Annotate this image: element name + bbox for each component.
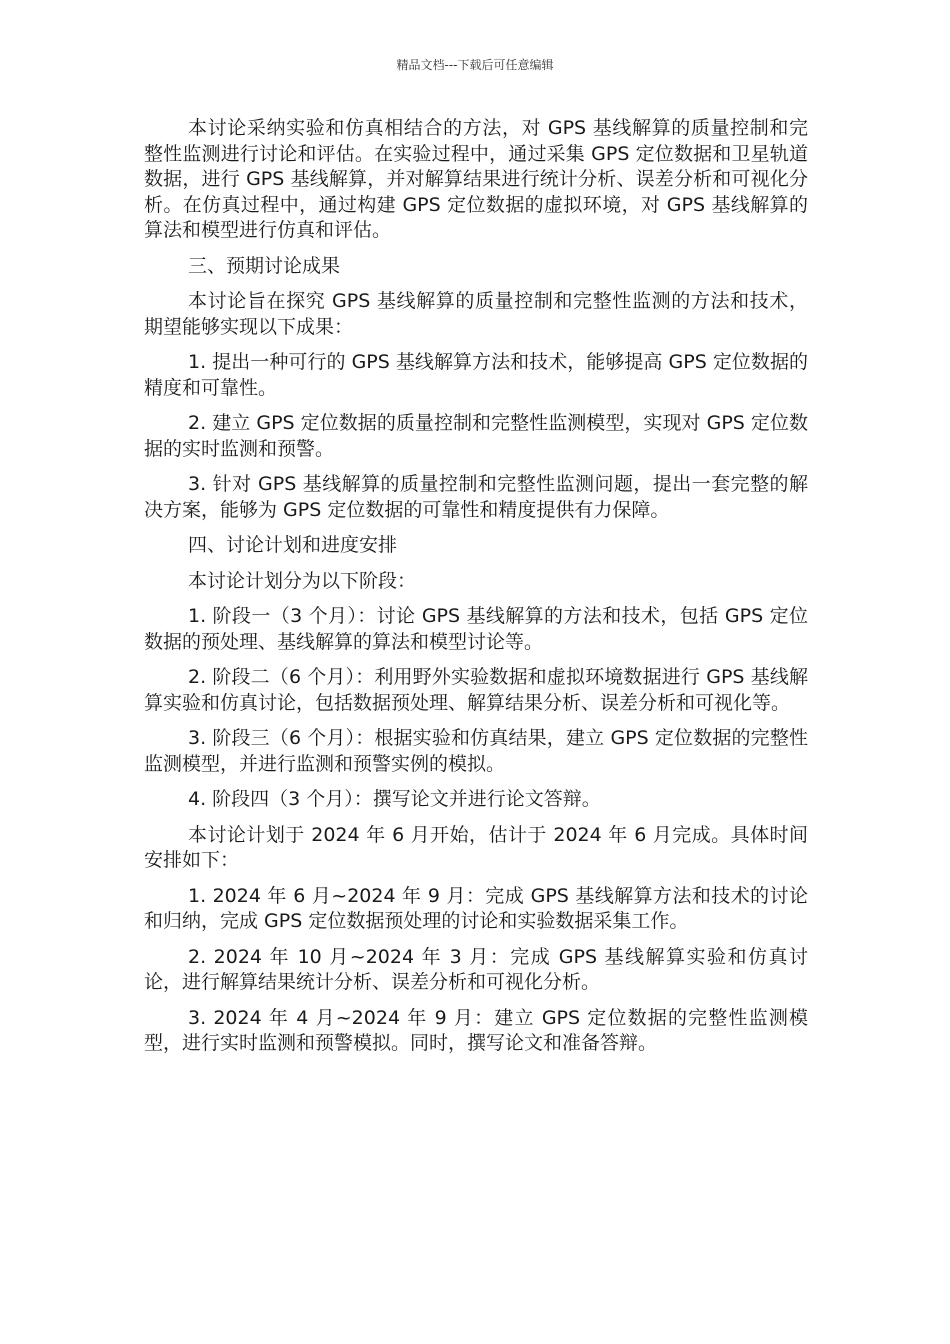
- paragraph-timeline-intro: 本讨论计划于 2024 年 6 月开始，估计于 2024 年 6 月完成。具体时间安排如下：: [144, 823, 808, 871]
- list-item-timeline-3: 3. 2024 年 4 月~2024 年 9 月：建立 GPS 定位数据的完整性监测模型，进行实时监测和预警模拟。同时，撰写论文和准备答辩。: [144, 1006, 808, 1054]
- section-heading-plan-schedule: 四、讨论计划和进度安排: [188, 534, 398, 556]
- section-heading-expected-results: 三、预期讨论成果: [188, 254, 341, 277]
- paragraph-expected-results-intro: 本讨论旨在探究 GPS 基线解算的质量控制和完整性监测的方法和技术，期望能够实现以下成果：: [144, 290, 808, 338]
- paragraph-methodology: 本讨论采纳实验和仿真相结合的方法，对 GPS 基线解算的质量控制和完整性监测进行讨论和评估。在实验过程中，通过采集 GPS 定位数据和卫星轨道数据，进行 GPS 基线解算，并对解算结果进行统计分析、误差分析和可视化分析。在仿真过程中，通过构建 GPS 定位数据的虚拟环境，对 GPS 基线解算的算法和模型进行仿真和评估。: [144, 117, 808, 241]
- list-item-stage-3: 3. 阶段三（6 个月）：根据实验和仿真结果，建立 GPS 定位数据的完整性监测模型，并进行监测和预警实例的模拟。: [144, 727, 808, 775]
- list-item-timeline-2: 2. 2024 年 10 月~2024 年 3 月：完成 GPS 基线解算实验和仿真讨论，进行解算结果统计分析、误差分析和可视化分析。: [144, 945, 808, 993]
- document-body: [144, 116, 808, 1067]
- list-item-timeline-1: 1. 2024 年 6 月~2024 年 9 月：完成 GPS 基线解算方法和技术的讨论和归纳，完成 GPS 定位数据预处理的讨论和实验数据采集工作。: [144, 884, 808, 932]
- list-item-result-1: 1. 提出一种可行的 GPS 基线解算方法和技术，能够提高 GPS 定位数据的精度和可靠性。: [144, 351, 808, 399]
- list-item-stage-4: 4. 阶段四（3 个月）：撰写论文并进行论文答辩。: [188, 788, 601, 810]
- paragraph-plan-intro: 本讨论计划分为以下阶段：: [188, 569, 417, 592]
- list-item-stage-2: 2. 阶段二（6 个月）：利用野外实验数据和虚拟环境数据进行 GPS 基线解算实验和仿真讨论，包括数据预处理、解算结果分析、误差分析和可视化等。: [144, 666, 808, 714]
- list-item-result-2: 2. 建立 GPS 定位数据的质量控制和完整性监测模型，实现对 GPS 定位数据的实时监测和预警。: [144, 412, 808, 460]
- list-item-stage-1: 1. 阶段一（3 个月）：讨论 GPS 基线解算的方法和技术，包括 GPS 定位数据的预处理、基线解算的算法和模型讨论等。: [144, 605, 808, 653]
- list-item-result-3: 3. 针对 GPS 基线解算的质量控制和完整性监测问题，提出一套完整的解决方案，能够为 GPS 定位数据的可靠性和精度提供有力保障。: [144, 473, 808, 521]
- page-header: 精品文档---下载后可任意编辑: [396, 58, 554, 72]
